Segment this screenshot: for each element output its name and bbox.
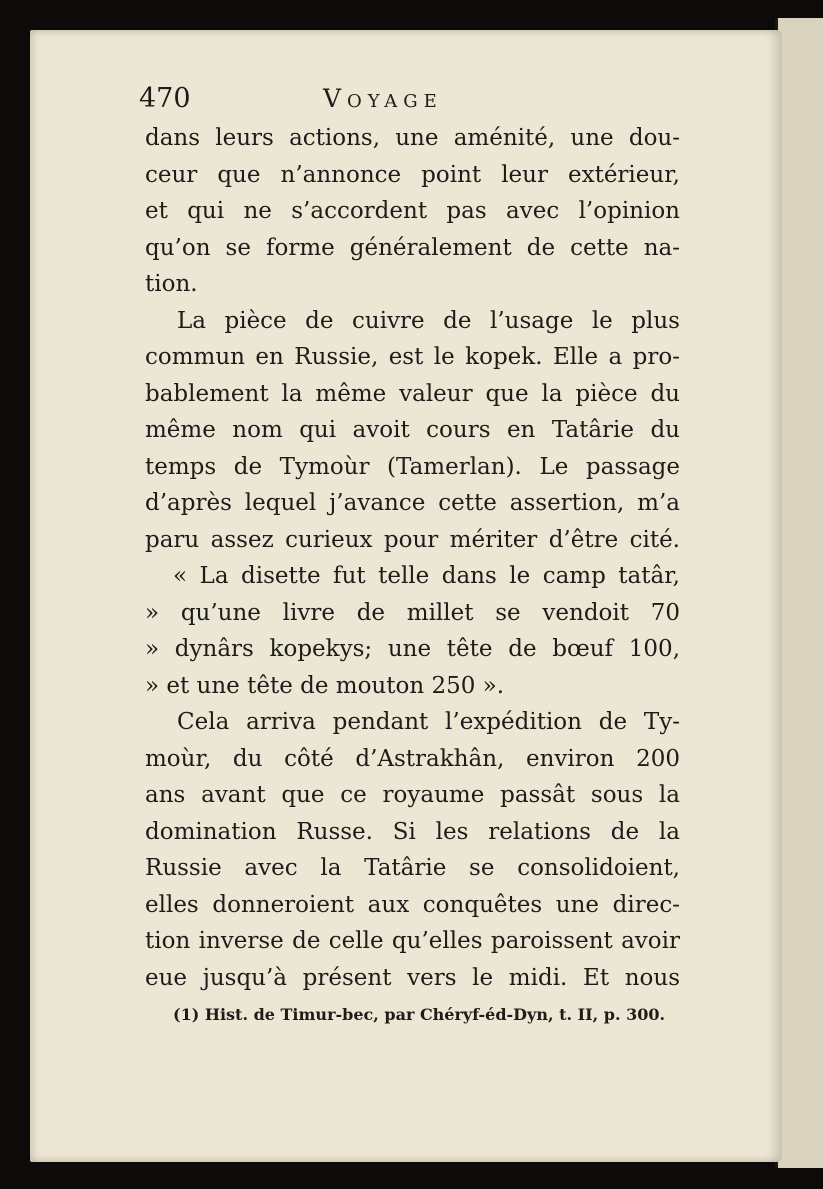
quote-line: » qu’une livre de millet se vendoit 70 (145, 599, 680, 626)
quotation (145, 558, 680, 704)
footnote: (1) Hist. de Timur-bec, par Chéryf-éd-Dyn, t. II, p. 300. (173, 1005, 666, 1024)
text-line: domination Russe. Si les relations de la (145, 818, 680, 845)
running-head (139, 78, 680, 120)
text-line: paru assez curieux pour mériter d’être cité. (145, 526, 680, 553)
text-line: moùr, du côté d’Astrakhân, environ 200 (145, 745, 680, 772)
text-line: commun en Russie, est le kopek. Elle a pro- (145, 344, 680, 370)
text-line: et qui ne s’accordent pas avec l’opinion (145, 198, 680, 224)
paragraph-3 (145, 704, 680, 996)
text-line: même nom qui avoit cours en Tatârie du (145, 417, 680, 443)
text-line: dans leurs actions, une aménité, une dou- (145, 125, 680, 151)
page-content (139, 78, 680, 1028)
facing-page-edge (775, 18, 823, 1168)
text-line: Russie avec la Tatârie se consolidoient, (145, 855, 680, 881)
text-line: tion. (145, 271, 198, 297)
text-line: ceur que n’annonce point leur extérieur, (145, 161, 680, 188)
text-line: ans avant que ce royaume passât sous la (145, 782, 680, 808)
quote-line: » dynârs kopekys; une tête de bœuf 100, (145, 636, 680, 662)
paragraph-2 (145, 303, 680, 559)
running-title: Voyage (323, 84, 443, 113)
text-line: bablement la même valeur que la pièce du (145, 380, 680, 407)
text-line: Cela arriva pendant l’expédition de Ty- (177, 709, 680, 735)
text-line: temps de Tymoùr (Tamerlan). Le passage (145, 453, 680, 480)
text-line: qu’on se forme généralement de cette na- (145, 234, 680, 261)
page-number: 470 (139, 83, 191, 114)
paragraph-1 (145, 120, 680, 303)
text-line: d’après lequel j’avance cette assertion, m’a (145, 490, 680, 516)
quote-line: « La disette fut telle dans le camp tatâr, (173, 563, 680, 589)
quote-line: » et une tête de mouton 250 ». (145, 672, 505, 699)
text-line: elles donneroient aux conquêtes une direc- (145, 891, 680, 918)
text-line: La pièce de cuivre de l’usage le plus (177, 307, 680, 334)
text-line: eue jusqu’à présent vers le midi. Et nous (145, 964, 680, 991)
text-line: tion inverse de celle qu’elles paroissent avoir (145, 928, 680, 954)
